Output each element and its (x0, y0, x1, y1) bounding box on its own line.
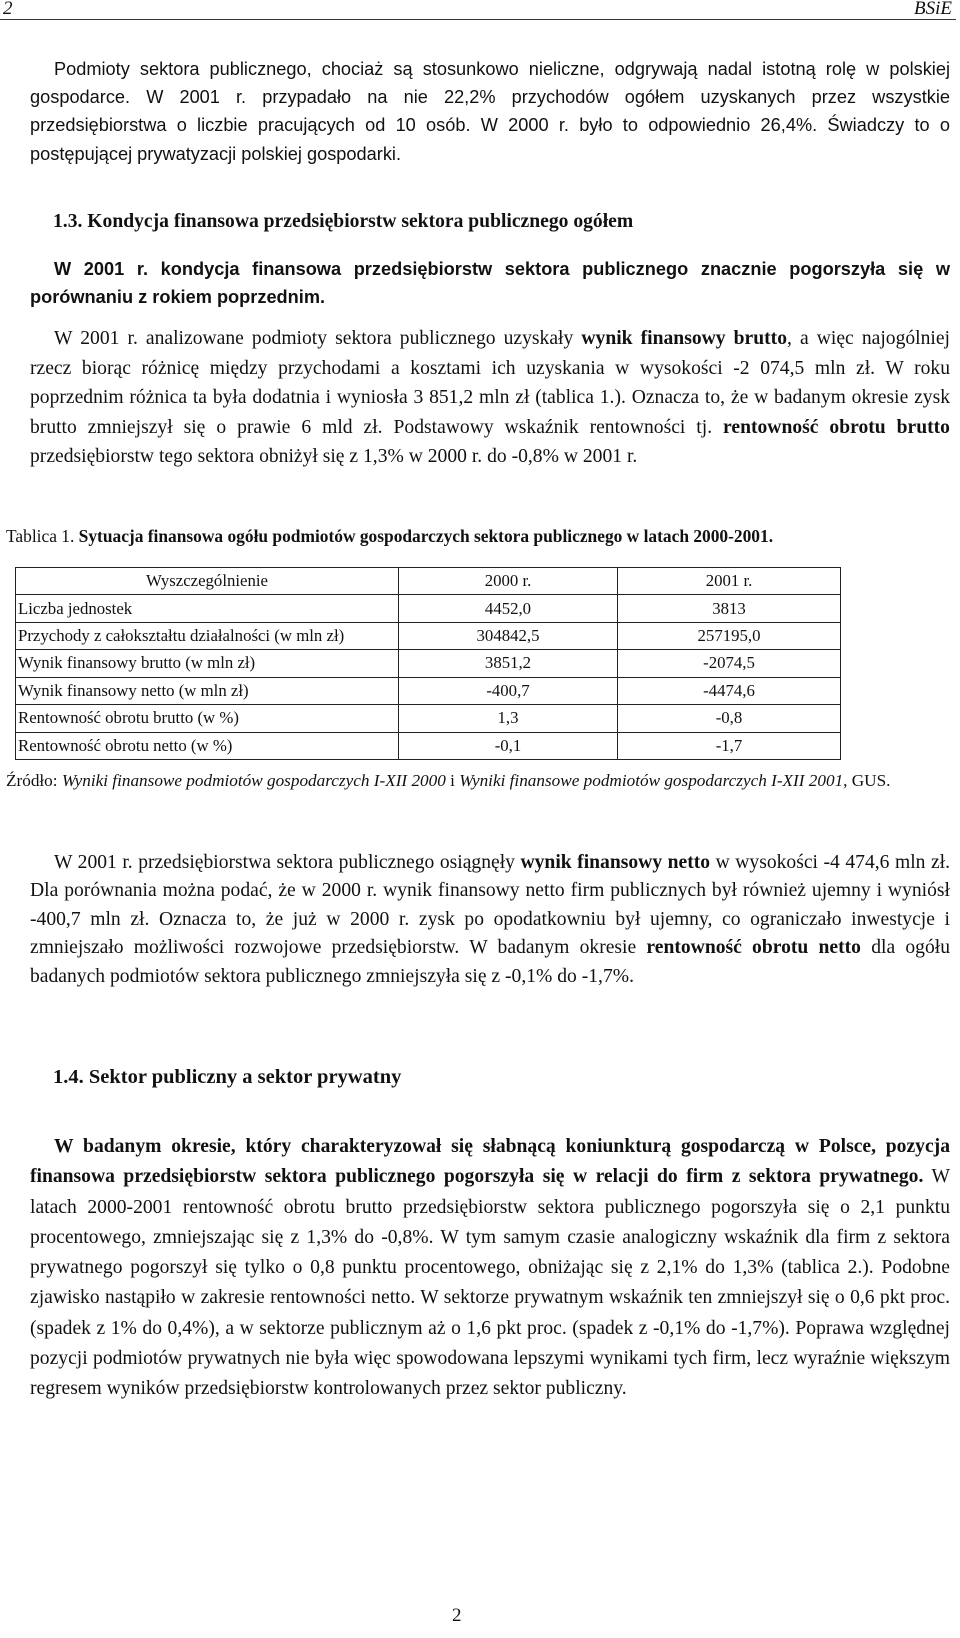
bold-term-net-result: wynik finansowy netto (520, 852, 711, 873)
text-run: dla ogółu badanych podmiotów sektora publicznego zmniejszyła się z -0,1% do -1,7%. (30, 937, 951, 987)
text-run: W latach 2000-2001 rentowność obrotu brutto przedsiębiorstw sektora publicznego pogorszyła się o 2,1 punktu procentowego, zmniejszając się z 1,3% do -0,8%. W tym samym czasie analogiczny wskaźnik dla firm z sektora prywatnego pogorszył się tylko o 0,8 punktu procentowego, obniżając się z 2,1% do 1,3% (tablica 2.). Podobne zjawisko nastąpiło w zakresie rentowności netto. W sektorze prywatnym wskaźnik ten zmniejszył się o 0,6 pkt proc. (spadek z 1% do 0,4%), a w sektorze publicznym aż o 1,6 pkt proc. (spadek z -0,1% do -1,7%). Poprawa względnej pozycji podmiotów prywatnych nie była więc spowodowana lepszymi wynikami tych firm, lecz wyraźnie większym regresem wyników przedsiębiorstw kontrolowanych przez sektor publiczny. (30, 1166, 950, 1400)
paragraph-financial-condition-summary: W 2001 r. kondycja finansowa przedsiębiorstw sektora publicznego znacznie pogorszyła się w porównaniu z rokiem poprzednim. (30, 259, 950, 308)
row-label: Przychody z całokształtu działalności (w mln zł) (16, 622, 399, 649)
table-row (16, 677, 841, 704)
table-row (16, 732, 841, 759)
cell-2000: 3851,2 (399, 650, 618, 677)
cell-2000: -0,1 (399, 732, 618, 759)
table-row (16, 650, 841, 677)
paragraph-public-vs-private (30, 1132, 950, 1405)
column-header: 2001 r. (618, 568, 841, 595)
bold-lead-sentence: W badanym okresie, który charakteryzował się słabnącą koniunkturą gospodarczą w Polsce, pozycja finansowa przedsiębiorstw sektora publicznego pogorszyła się w relacji do firm z sektora prywatnego. (30, 1136, 950, 1188)
paragraph-gross-result (30, 324, 950, 472)
table-caption-label: Tablica 1. (6, 526, 79, 546)
source-tail: , GUS. (843, 771, 891, 790)
row-label: Rentowność obrotu netto (w %) (16, 732, 399, 759)
bold-term-gross-profitability: rentowność obrotu brutto (723, 416, 950, 438)
text-run: W 2001 r. analizowane podmioty sektora publicznego uzyskały (54, 328, 582, 349)
cell-2000: -400,7 (399, 677, 618, 704)
row-label: Wynik finansowy netto (w mln zł) (16, 677, 399, 704)
table-source-note (6, 768, 926, 794)
table-row (16, 595, 841, 622)
financial-situation-table (15, 567, 841, 760)
row-label: Rentowność obrotu brutto (w %) (16, 705, 399, 732)
table-header-row (16, 568, 841, 595)
header-brand: BSiE (914, 0, 952, 19)
table-caption-title: Sytuacja finansowa ogółu podmiotów gospodarczych sektora publicznego w latach 2000-2001. (78, 526, 774, 546)
cell-2000: 304842,5 (399, 622, 618, 649)
running-header (0, 0, 956, 20)
column-header: 2000 r. (399, 568, 618, 595)
footer-page-number: 2 (452, 1605, 462, 1626)
row-label: Liczba jednostek (16, 595, 399, 622)
cell-2001: 257195,0 (618, 622, 841, 649)
cell-2001: 3813 (618, 595, 841, 622)
section-heading-1-3: 1.3. Kondycja finansowa przedsiębiorstw sektora publicznego ogółem (53, 211, 634, 232)
header-page-number: 2 (3, 0, 13, 19)
cell-2001: -4474,6 (618, 677, 841, 704)
table-row (16, 705, 841, 732)
paragraph-net-result (30, 849, 950, 991)
cell-2000: 4452,0 (399, 595, 618, 622)
text-run: przedsiębiorstw tego sektora obniżył się z 1,3% w 2000 r. do -0,8% w 2001 r. (30, 446, 638, 468)
column-header: Wyszczególnienie (16, 568, 399, 595)
table-caption (6, 526, 773, 547)
cell-2000: 1,3 (399, 705, 618, 732)
cell-2001: -2074,5 (618, 650, 841, 677)
row-label: Wynik finansowy brutto (w mln zł) (16, 650, 399, 677)
source-conjunction: i (445, 771, 460, 790)
source-label: Źródło: (6, 771, 62, 790)
text-run: W 2001 r. przedsiębiorstwa sektora publicznego osiągnęły (54, 852, 521, 873)
bold-term-net-profitability: rentowność obrotu netto (646, 937, 861, 959)
paragraph-public-sector-share: Podmioty sektora publicznego, chociaż są stosunkowo nieliczne, odgrywają nadal istotną rolę w polskiej gospodarce. W 2001 r. przypadało na nie 22,2% przychodów ogółem uzyskanych przez wszystkie przedsiębiorstwa o liczbie pracujących od 10 osób. W 2000 r. było to odpowiednio 26,4%. Świadczy to o postępującej prywatyzacji polskiej gospodarki. (30, 59, 950, 164)
source-title-2001: Wyniki finansowe podmiotów gospodarczych I-XII 2001 (459, 771, 844, 790)
cell-2001: -1,7 (618, 732, 841, 759)
source-title-2000: Wyniki finansowe podmiotów gospodarczych I-XII 2000 (61, 771, 446, 790)
text-run: w wysokości -4 474,6 mln zł. Dla porównania można podać, że w 2000 r. wynik finansowy netto firm publicznych był również ujemny i wyniósł -400,7 mln zł. Oznacza to, że już w 2000 r. zysk po opodatkowniu był ujemny, co ograniczało inwestycje i zmniejszało możliwości rozwojowe przedsiębiorstw. W badanym okresie (30, 852, 950, 959)
table-row (16, 622, 841, 649)
section-heading-1-4: 1.4. Sektor publiczny a sektor prywatny (53, 1066, 402, 1088)
bold-term-gross-result: wynik finansowy brutto (581, 328, 787, 349)
text-run: , a więc najogólniej rzecz biorąc różnicę między przychodami a kosztami ich uzyskania w wysokości -2 074,5 mln zł. W roku poprzednim różnica ta była dodatnia i wyniosła 3 851,2 mln zł (tablica 1.). Oznacza to, że w badanym okresie zysk brutto zmniejszył się o prawie 6 mld zł. Podstawowy wskaźnik rentowności tj. (30, 328, 950, 438)
cell-2001: -0,8 (618, 705, 841, 732)
